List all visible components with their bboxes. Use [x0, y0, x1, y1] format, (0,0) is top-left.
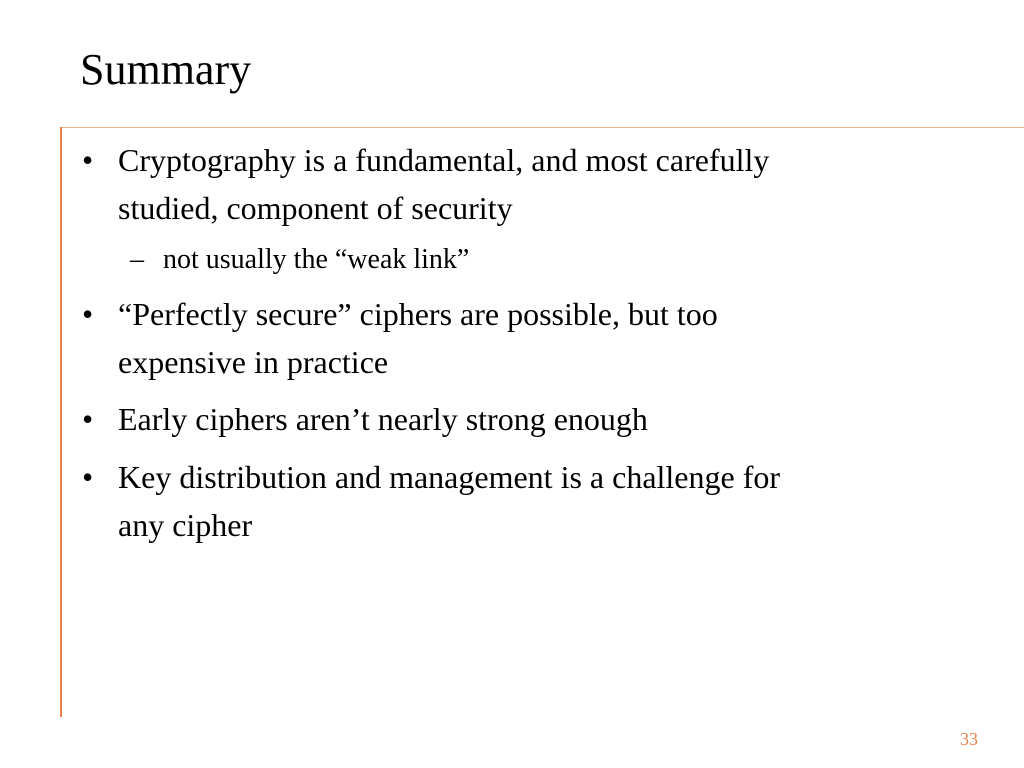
bullet-marker: • [82, 401, 94, 437]
title-divider-line [60, 127, 1024, 128]
page-number: 33 [960, 729, 978, 749]
bullet-text-line: “Perfectly secure” ciphers are possible, but too [118, 296, 718, 332]
bullet-text-line: Key distribution and management is a challenge for [118, 459, 781, 495]
bullet-text-line: any cipher [118, 507, 253, 543]
left-accent-line [60, 127, 62, 717]
bullet-text-line: studied, component of security [118, 190, 513, 226]
bullet-text-line: Cryptography is a fundamental, and most carefully [118, 142, 770, 178]
sub-bullet-marker: – [130, 244, 144, 275]
bullet-text-line: expensive in practice [118, 344, 389, 380]
bullet-marker: • [82, 142, 94, 178]
bullet-marker: • [82, 296, 94, 332]
bullet-text-line: Early ciphers aren’t nearly strong enough [118, 401, 648, 437]
bullet-marker: • [82, 459, 94, 495]
slide-title: Summary [80, 45, 252, 94]
sub-bullet-text: not usually the “weak link” [163, 244, 470, 275]
